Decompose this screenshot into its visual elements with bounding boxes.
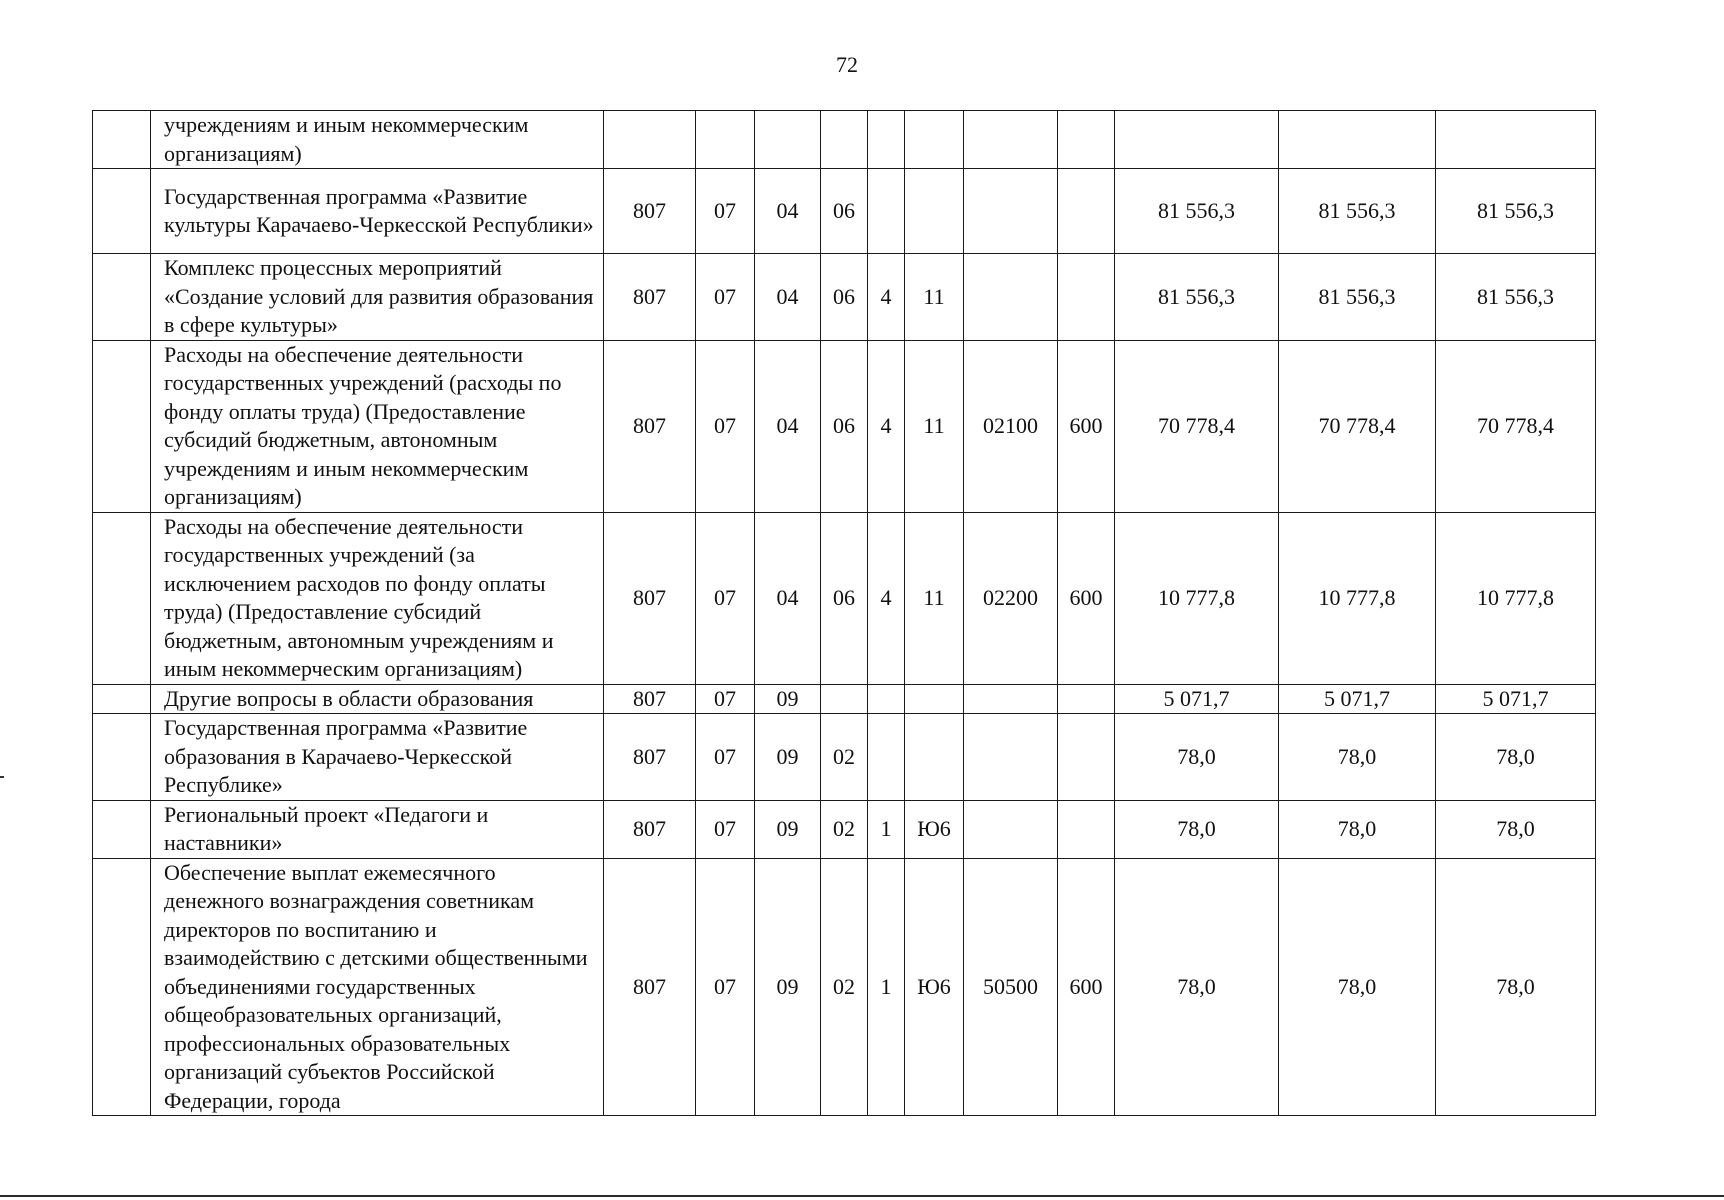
table-row <box>93 512 1596 684</box>
amount-year-3: 10 777,8 <box>1436 512 1596 684</box>
row-name: Государственная программа «Развитие культуры Карачаево-Черкесской Республики» <box>151 169 604 254</box>
amount-year-1: 70 778,4 <box>1115 340 1279 512</box>
row-number-cell <box>93 800 151 858</box>
row-name: Обеспечение выплат ежемесячного денежного вознаграждения советникам директоров по воспитанию и взаимодействию с детскими общественными объединениями государственных общеобразовательных организаций, профессиональных образовательных организаций субъектов Российской Федерации, города <box>151 858 604 1116</box>
code-structure: Ю6 <box>905 800 964 858</box>
code-expense-type: 600 <box>1058 858 1115 1116</box>
row-name: учреждениям и иным некоммерческим организациям) <box>151 111 604 169</box>
page-number: 72 <box>836 52 858 77</box>
code-type <box>868 111 905 169</box>
code-direction: 02100 <box>964 340 1058 512</box>
amount-year-1: 78,0 <box>1115 714 1279 801</box>
row-number-cell <box>93 340 151 512</box>
row-number-cell <box>93 858 151 1116</box>
code-direction <box>964 714 1058 801</box>
code-ministry: 807 <box>604 512 696 684</box>
amount-year-2: 78,0 <box>1279 800 1436 858</box>
code-program: 06 <box>821 254 868 341</box>
code-subsection: 04 <box>755 169 821 254</box>
amount-year-2: 78,0 <box>1279 858 1436 1116</box>
code-type: 4 <box>868 254 905 341</box>
amount-year-2 <box>1279 111 1436 169</box>
code-expense-type <box>1058 714 1115 801</box>
code-program <box>821 684 868 714</box>
row-number-cell <box>93 169 151 254</box>
code-program: 06 <box>821 512 868 684</box>
code-subsection: 09 <box>755 714 821 801</box>
table-body <box>93 111 1596 1116</box>
scan-margin-mark <box>0 776 4 778</box>
row-number-cell <box>93 254 151 341</box>
table-row <box>93 340 1596 512</box>
code-expense-type <box>1058 111 1115 169</box>
code-program: 06 <box>821 340 868 512</box>
code-subsection: 09 <box>755 684 821 714</box>
code-section: 07 <box>696 684 755 714</box>
code-ministry <box>604 111 696 169</box>
code-section: 07 <box>696 254 755 341</box>
code-type: 4 <box>868 340 905 512</box>
table-row <box>93 684 1596 714</box>
code-section: 07 <box>696 714 755 801</box>
code-ministry: 807 <box>604 714 696 801</box>
code-section: 07 <box>696 340 755 512</box>
amount-year-2: 70 778,4 <box>1279 340 1436 512</box>
code-expense-type <box>1058 800 1115 858</box>
table-row <box>93 111 1596 169</box>
code-structure: 11 <box>905 512 964 684</box>
code-ministry: 807 <box>604 254 696 341</box>
code-type: 1 <box>868 800 905 858</box>
amount-year-1: 78,0 <box>1115 800 1279 858</box>
amount-year-1: 78,0 <box>1115 858 1279 1116</box>
row-name: Государственная программа «Развитие образования в Карачаево-Черкесской Республике» <box>151 714 604 801</box>
code-structure: 11 <box>905 340 964 512</box>
amount-year-2: 78,0 <box>1279 714 1436 801</box>
code-type: 4 <box>868 512 905 684</box>
code-ministry: 807 <box>604 684 696 714</box>
amount-year-3 <box>1436 111 1596 169</box>
code-structure <box>905 169 964 254</box>
code-program: 02 <box>821 858 868 1116</box>
page-bottom-edge <box>0 1195 1724 1197</box>
code-type <box>868 714 905 801</box>
table-row <box>93 169 1596 254</box>
code-subsection: 04 <box>755 340 821 512</box>
code-expense-type: 600 <box>1058 512 1115 684</box>
code-subsection <box>755 111 821 169</box>
row-number-cell <box>93 714 151 801</box>
code-subsection: 04 <box>755 254 821 341</box>
code-program: 06 <box>821 169 868 254</box>
code-ministry: 807 <box>604 169 696 254</box>
row-number-cell <box>93 684 151 714</box>
row-name: Региональный проект «Педагоги и наставники» <box>151 800 604 858</box>
code-ministry: 807 <box>604 340 696 512</box>
code-type: 1 <box>868 858 905 1116</box>
code-subsection: 09 <box>755 800 821 858</box>
amount-year-3: 5 071,7 <box>1436 684 1596 714</box>
amount-year-1: 5 071,7 <box>1115 684 1279 714</box>
code-subsection: 04 <box>755 512 821 684</box>
code-direction: 50500 <box>964 858 1058 1116</box>
code-direction <box>964 254 1058 341</box>
code-section: 07 <box>696 512 755 684</box>
amount-year-3: 78,0 <box>1436 714 1596 801</box>
amount-year-3: 70 778,4 <box>1436 340 1596 512</box>
row-number-cell <box>93 512 151 684</box>
table-row <box>93 714 1596 801</box>
code-direction: 02200 <box>964 512 1058 684</box>
code-expense-type <box>1058 254 1115 341</box>
code-type <box>868 684 905 714</box>
code-structure: Ю6 <box>905 858 964 1116</box>
code-structure: 11 <box>905 254 964 341</box>
code-direction <box>964 169 1058 254</box>
amount-year-3: 78,0 <box>1436 800 1596 858</box>
budget-table <box>92 110 1596 1116</box>
row-name: Другие вопросы в области образования <box>151 684 604 714</box>
code-section: 07 <box>696 858 755 1116</box>
code-ministry: 807 <box>604 858 696 1116</box>
amount-year-1 <box>1115 111 1279 169</box>
code-type <box>868 169 905 254</box>
code-ministry: 807 <box>604 800 696 858</box>
row-name: Расходы на обеспечение деятельности государственных учреждений (расходы по фонду оплаты труда) (Предоставление субсидий бюджетным, автономным учреждениям и иным некоммерческим организациям) <box>151 340 604 512</box>
row-name: Расходы на обеспечение деятельности государственных учреждений (за исключением расходов по фонду оплаты труда) (Предоставление субсидий бюджетным, автономным учреждениям и иным некоммерческим организациям) <box>151 512 604 684</box>
amount-year-1: 81 556,3 <box>1115 169 1279 254</box>
row-name: Комплекс процессных мероприятий «Создание условий для развития образования в сфере культуры» <box>151 254 604 341</box>
code-section: 07 <box>696 800 755 858</box>
amount-year-2: 5 071,7 <box>1279 684 1436 714</box>
amount-year-2: 10 777,8 <box>1279 512 1436 684</box>
code-expense-type <box>1058 684 1115 714</box>
amount-year-3: 81 556,3 <box>1436 169 1596 254</box>
table-row <box>93 254 1596 341</box>
amount-year-2: 81 556,3 <box>1279 169 1436 254</box>
amount-year-2: 81 556,3 <box>1279 254 1436 341</box>
code-section: 07 <box>696 169 755 254</box>
code-direction <box>964 684 1058 714</box>
code-direction <box>964 800 1058 858</box>
amount-year-1: 10 777,8 <box>1115 512 1279 684</box>
code-program: 02 <box>821 800 868 858</box>
amount-year-1: 81 556,3 <box>1115 254 1279 341</box>
table-row <box>93 858 1596 1116</box>
code-structure <box>905 684 964 714</box>
row-number-cell <box>93 111 151 169</box>
amount-year-3: 78,0 <box>1436 858 1596 1116</box>
code-subsection: 09 <box>755 858 821 1116</box>
code-section <box>696 111 755 169</box>
code-program <box>821 111 868 169</box>
code-structure <box>905 111 964 169</box>
code-expense-type: 600 <box>1058 340 1115 512</box>
code-structure <box>905 714 964 801</box>
table-row <box>93 800 1596 858</box>
code-expense-type <box>1058 169 1115 254</box>
code-program: 02 <box>821 714 868 801</box>
code-direction <box>964 111 1058 169</box>
amount-year-3: 81 556,3 <box>1436 254 1596 341</box>
